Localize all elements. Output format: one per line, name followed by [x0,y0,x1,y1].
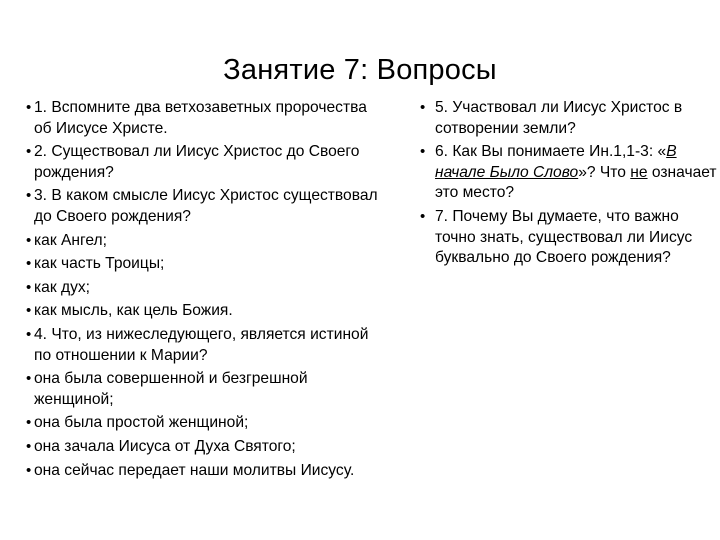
bullet-icon: • [26,437,32,455]
bullet-icon: • [26,278,32,296]
bullet-icon: • [420,99,426,116]
list-item: • 5. Участвовал ли Иисус Христос в сотворении земли? [420,99,683,137]
underlined-not: не [630,163,648,181]
list-item: • 2. Существовал ли Иисус Христос до Своего рождения? [26,143,360,181]
slide-title: Занятие 7: Вопросы [223,54,497,86]
quote-text: В начале Было Слово [435,143,677,181]
bullet-icon: • [420,143,426,161]
bullet-icon: • [26,414,32,432]
bullet-icon: • [420,207,426,225]
right-bullet-list [400,98,720,269]
list-item: • 6. Как Вы понимаете Ин.1,1-3: «В начале Было Слово»? Что не означает это место? [420,143,717,202]
list-item: • она была простой женщиной; [0,413,380,434]
bullet-icon: • [26,255,32,273]
bullet-icon: • [26,231,32,249]
bullet-icon: • [26,99,32,116]
bullet-icon: • [26,461,32,479]
left-column [0,98,380,484]
bullet-icon: • [26,302,32,320]
left-bullet-list [0,98,380,481]
list-item: • она сейчас передает наши молитвы Иисусу. [0,461,380,482]
list-item: • 4. Что, из нижеследующего, является истиной по отношении к Марии? [26,325,369,364]
bullet-icon: • [26,370,32,388]
right-column [400,98,720,272]
list-item: • она зачала Иисуса от Духа Святого; [0,437,380,458]
list-item: • она была совершенной и безгрешной женщиной; [26,370,308,408]
list-item: • 1. Вспомните два ветхозаветных пророчества об Иисусе Христе. [26,99,367,137]
list-item: • как мысль, как цель Божия. [0,301,380,322]
bullet-icon: • [26,325,32,343]
list-item: • 7. Почему Вы думаете, что важно точно знать, существовал ли Иисус буквально до Своего рождения? [420,207,693,267]
list-item: • как дух; [0,278,380,299]
list-item: • 3. В каком смысле Иисус Христос существовал до Своего рождения? [26,187,378,225]
list-item: • как часть Троицы; [0,254,380,275]
list-item: • как Ангел; [0,231,380,252]
bullet-icon: • [26,187,32,205]
bullet-icon: • [26,143,32,161]
